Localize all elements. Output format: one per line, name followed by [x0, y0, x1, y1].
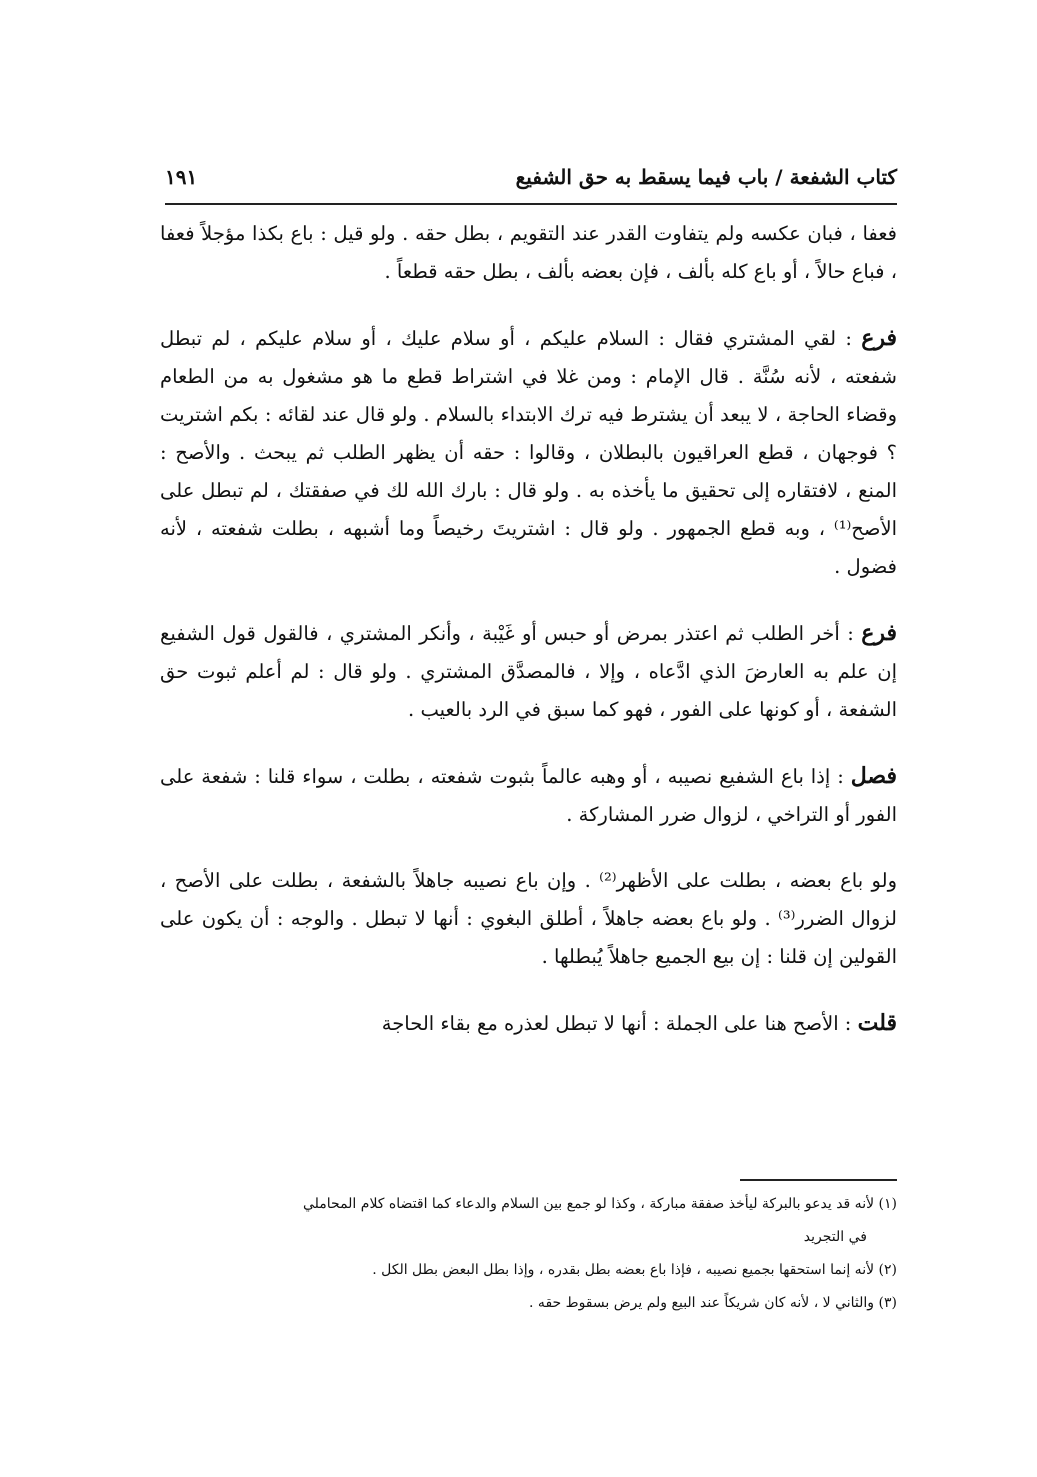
- paragraph-5: [160, 862, 897, 976]
- paragraph-text: : أخر الطلب ثم اعتذر بمرض أو حبس أو غَيْبة ، وأنكر المشتري ، فالقول قول الشفيع إن علم به العارضَ الذي ادَّعاه ، وإلا ، فالمصدَّق المشتري . ولو قال : لم أعلم ثبوت حق الشفعة ، أو كونها على الفور ، فهو كما سبق في الرد بالعيب .: [160, 622, 897, 721]
- footnote-text: لأنه إنما استحقها بجميع نصيبه ، فإذا باع بعضه بطل بقدره ، وإذا بطل البعض بطل الكل .: [372, 1262, 875, 1278]
- header-divider: [165, 203, 897, 205]
- footnote-3: [160, 1287, 897, 1320]
- main-text: [160, 215, 897, 1043]
- footnote-2: [160, 1254, 897, 1287]
- footnote-1-continuation: [160, 1221, 897, 1254]
- footnote-marker: (٣): [878, 1295, 897, 1311]
- footnotes: [160, 1188, 897, 1320]
- paragraph-2: [160, 319, 897, 586]
- footnote-text: في التجريد: [803, 1229, 867, 1245]
- footnote-text: والثاني لا ، لأنه كان شريكاً عند البيع ولم يرض بسقوط حقه .: [529, 1295, 875, 1311]
- section-lead-far: فرع: [861, 325, 897, 351]
- paragraph-text: : إذا باع الشفيع نصيبه ، أو وهبه عالماً بثبوت شفعته ، بطلت ، سواء قلنا : شفعة على الفور أو التراخي ، لزوال ضرر المشاركة .: [160, 765, 897, 826]
- footnote-1: [160, 1188, 897, 1221]
- paragraph-text: : لقي المشتري فقال : السلام عليكم ، أو سلام عليك ، أو سلام عليكم ، لم تبطل شفعته ، لأنه سُنَّة . قال الإمام : ومن غلا في اشتراط قطع ما هو مشغول به من الطعام وقضاء الحاجة ، لا يبعد أن يشترط فيه ترك الابتداء بالسلام . ولو قال عند لقائه : بكم اشتريت ؟ فوجهان ، قطع العراقيون بالبطلان ، وقالوا : حقه أن يظهر الطلب ثم يبحث . والأصح : المنع ، لافتقاره إلى تحقيق ما يأخذه به . ولو قال : بارك الله لك في صفقتك ، لم تبطل على الأصح⁽¹⁾ ، وبه قطع الجمهور . ولو قال : اشتريتَ رخيصاً وما أشبهه ، بطلت شفعته ، لأنه فضول .: [160, 327, 897, 578]
- header-title: كتاب الشفعة / باب فيما يسقط به حق الشفيع: [515, 165, 897, 189]
- footnote-divider: [740, 1179, 897, 1181]
- paragraph-text: : الأصح هنا على الجملة : أنها لا تبطل لعذره مع بقاء الحاجة: [381, 1012, 858, 1035]
- section-lead-qult: قلت: [857, 1010, 897, 1036]
- paragraph-6: [160, 1004, 897, 1043]
- paragraph-4: [160, 757, 897, 834]
- footnote-marker: (٢): [878, 1262, 897, 1278]
- footnote-text: لأنه قد يدعو بالبركة ليأخذ صفقة مباركة ، وكذا لو جمع بين السلام والدعاء كما اقتضاه كلام المحاملي: [302, 1196, 875, 1212]
- paragraph-text: ولو باع بعضه ، بطلت على الأظهر⁽²⁾ . وإن باع نصيبه جاهلاً بالشفعة ، بطلت على الأصح ، لزوال الضرر⁽³⁾ . ولو باع بعضه جاهلاً ، أطلق البغوي : أنها لا تبطل . والوجه : أن يكون على القولين إن قلنا : إن بيع الجميع جاهلاً يُبطلها .: [160, 869, 897, 968]
- paragraph-1: [160, 215, 897, 291]
- footnote-marker: (١): [878, 1196, 897, 1212]
- section-lead-far: فرع: [861, 620, 897, 646]
- paragraph-text: فعفا ، فبان عكسه ولم يتفاوت القدر عند التقويم ، بطل حقه . ولو قيل : باع بكذا مؤجلاً فعفا ، فباع حالاً ، أو باع كله بألف ، فإن بعضه بألف ، بطل حقه قطعاً .: [160, 222, 897, 283]
- section-lead-fasl: فصل: [850, 763, 897, 789]
- running-header: [165, 165, 897, 201]
- page-number: ١٩١: [165, 165, 198, 189]
- paragraph-3: [160, 614, 897, 729]
